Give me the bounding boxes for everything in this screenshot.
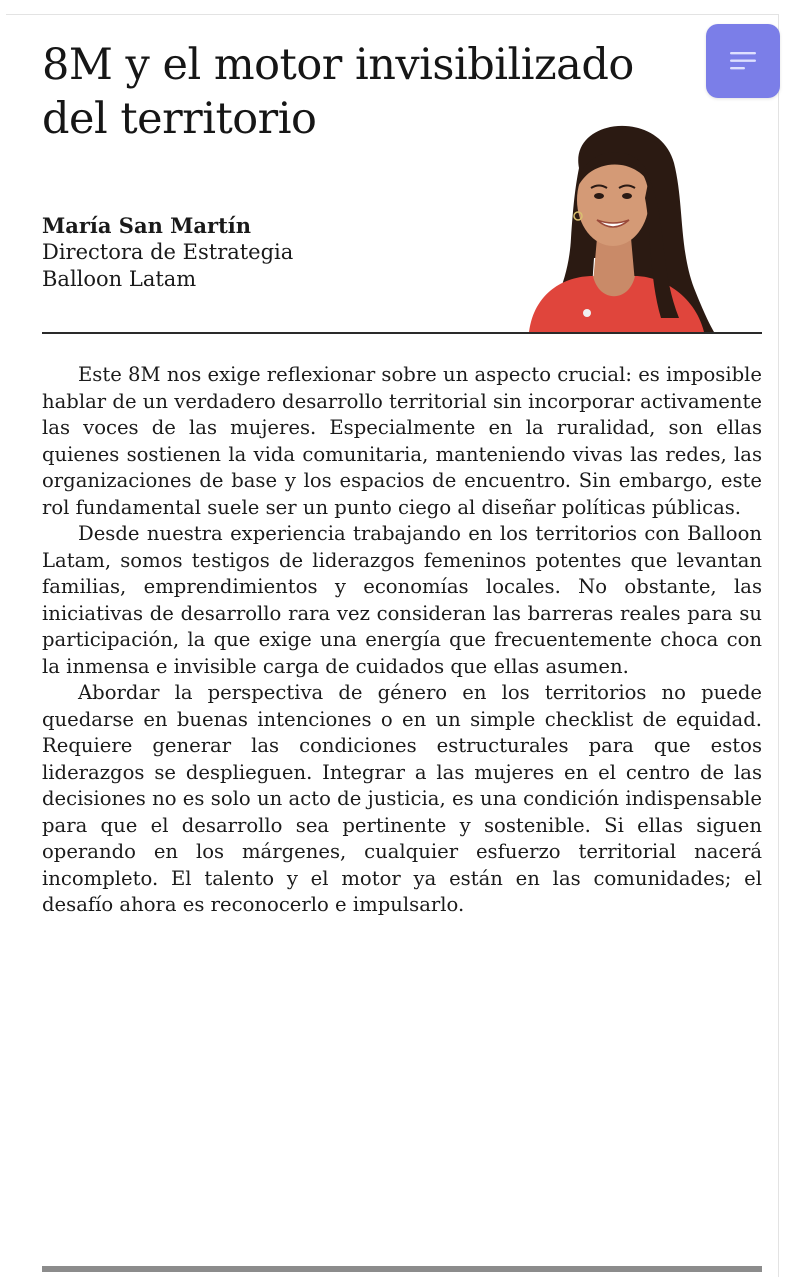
author-organization: Balloon Latam	[42, 267, 197, 291]
menu-button[interactable]	[706, 24, 780, 98]
article-body	[42, 362, 762, 919]
author-block	[42, 212, 482, 293]
footer-divider	[42, 1266, 762, 1272]
title-line-2: del territorio	[42, 94, 317, 144]
header-divider	[42, 332, 762, 334]
author-photo	[509, 108, 721, 332]
author-role: Directora de Estrategia	[42, 240, 294, 264]
title-line-1: 8M y el motor invisibilizado	[42, 40, 634, 90]
body-paragraph-1: Este 8M nos exige reflexionar sobre un aspecto crucial: es imposible hablar de un verdadero desarrollo territorial sin incorporar activamente las voces de las mujeres. Especialmente en la ruralidad, son ellas quienes sostienen la vida comunitaria, manteniendo vivas las redes, las organizaciones de base y los espacios de encuentro. Sin embargo, este rol fundamental suele ser un punto ciego al diseñar políticas públicas.	[42, 363, 762, 519]
menu-lines-icon	[730, 48, 756, 74]
author-name: María San Martín	[42, 213, 252, 238]
body-paragraph-2: Desde nuestra experiencia trabajando en los territorios con Balloon Latam, somos testigos de liderazgos femeninos potentes que levantan familias, emprendimientos y economías locales. No obstante, las iniciativas de desarrollo rara vez consideran las barreras reales para su participación, la que exige una energía que frecuentemente choca con la inmensa e invisible carga de cuidados que ellas asumen.	[42, 522, 762, 678]
body-paragraph-3: Abordar la perspectiva de género en los territorios no puede quedarse en buenas intenciones o en un simple checklist de equidad. Requiere generar las condiciones estructurales para que estos liderazgos se desplieguen. Integrar a las mujeres en el centro de las decisiones no es solo un acto de justicia, es una condición indispensable para que el desarrollo sea pertinente y sostenible. Si ellas siguen operando en los márgenes, cualquier esfuerzo territorial nacerá incompleto. El talento y el motor ya están en las comunidades; el desafío ahora es reconocerlo e impulsarlo.	[42, 681, 762, 916]
